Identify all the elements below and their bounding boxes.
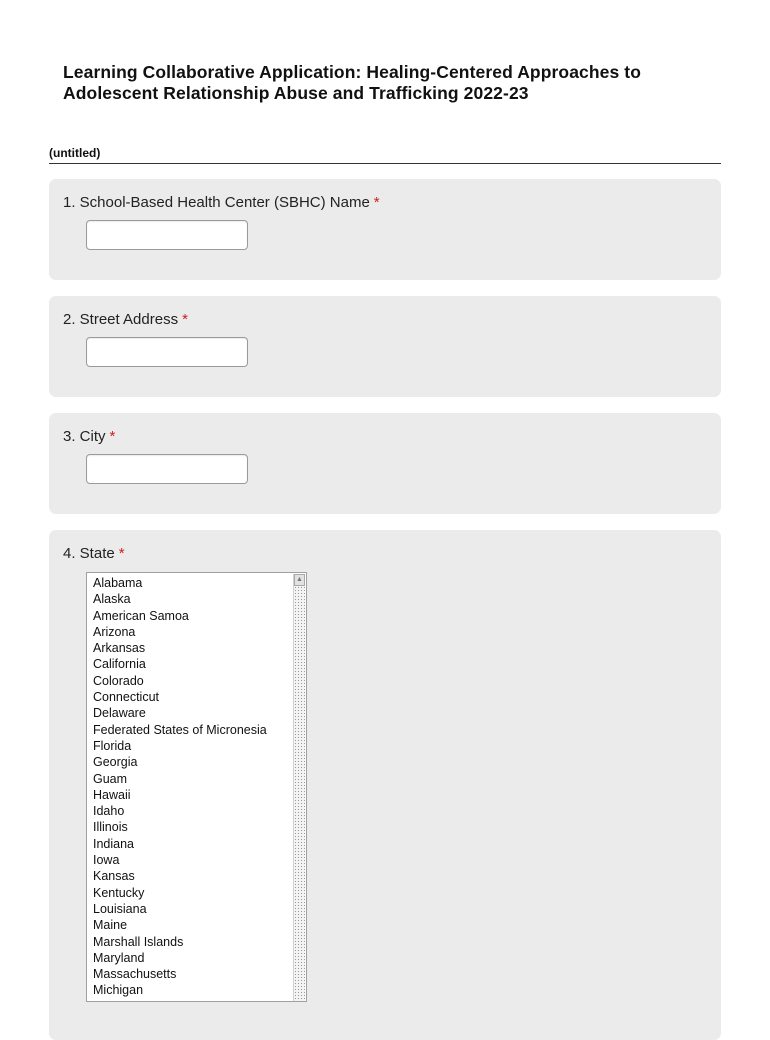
state-option[interactable]: Guam (93, 771, 128, 786)
state-option[interactable]: Louisiana (93, 901, 147, 916)
state-option[interactable]: Maryland (93, 950, 145, 965)
state-option[interactable]: Kentucky (93, 885, 145, 900)
question-text: 3. City (63, 428, 106, 445)
state-option[interactable]: Connecticut (93, 690, 160, 705)
state-option[interactable]: Federated States of Micronesia (93, 722, 267, 737)
state-option[interactable]: California (93, 657, 146, 672)
state-option[interactable]: Maine (93, 918, 128, 933)
state-option[interactable]: Michigan (93, 983, 144, 998)
question-text: 1. School-Based Health Center (SBHC) Name (63, 194, 370, 211)
state-option[interactable]: Massachusetts (93, 967, 177, 982)
question-label-state (63, 545, 125, 562)
state-option[interactable]: Georgia (93, 755, 138, 770)
state-option[interactable]: American Samoa (93, 608, 189, 623)
state-option[interactable]: Arizona (93, 624, 136, 639)
required-marker: * (118, 545, 125, 562)
scroll-up-arrow-icon[interactable]: ▲ (294, 574, 305, 586)
state-option[interactable]: Idaho (93, 804, 125, 819)
state-option[interactable]: Indiana (93, 836, 135, 851)
question-card-city (49, 413, 721, 514)
page-title: Learning Collaborative Application: Healing-Centered Approaches to Adolescent Relationship Abuse and Trafficking 2022-23 (63, 62, 642, 103)
state-options-list (87, 573, 306, 999)
state-option[interactable]: Florida (93, 738, 132, 753)
street-address-input[interactable] (86, 337, 248, 367)
state-option[interactable]: Marshall Islands (93, 934, 184, 949)
section-label: (untitled) (49, 146, 101, 160)
section-divider (49, 163, 721, 164)
question-label-street-address (63, 311, 188, 328)
state-option[interactable]: Illinois (93, 820, 128, 835)
state-option[interactable]: Colorado (93, 673, 144, 688)
state-option[interactable]: Delaware (93, 706, 146, 721)
question-label-sbhc-name (63, 194, 380, 211)
city-input[interactable] (86, 454, 248, 484)
question-card-state (49, 530, 721, 1040)
state-option[interactable]: Hawaii (93, 787, 131, 802)
required-marker: * (182, 311, 188, 328)
question-text: 4. State (63, 545, 115, 562)
question-card-street-address (49, 296, 721, 397)
required-marker: * (109, 428, 116, 445)
state-option[interactable]: Alaska (93, 592, 131, 607)
state-option[interactable]: Arkansas (93, 641, 146, 656)
required-marker: * (373, 194, 380, 211)
question-text: 2. Street Address (63, 311, 179, 328)
question-card-sbhc-name (49, 179, 721, 280)
question-label-city (63, 428, 115, 445)
listbox-scrollbar[interactable] (293, 574, 305, 1001)
state-option[interactable]: Kansas (93, 869, 135, 884)
sbhc-name-input[interactable] (86, 220, 248, 250)
state-option[interactable]: Alabama (93, 576, 143, 590)
state-option[interactable]: Iowa (93, 853, 120, 868)
state-listbox[interactable] (86, 572, 307, 1002)
